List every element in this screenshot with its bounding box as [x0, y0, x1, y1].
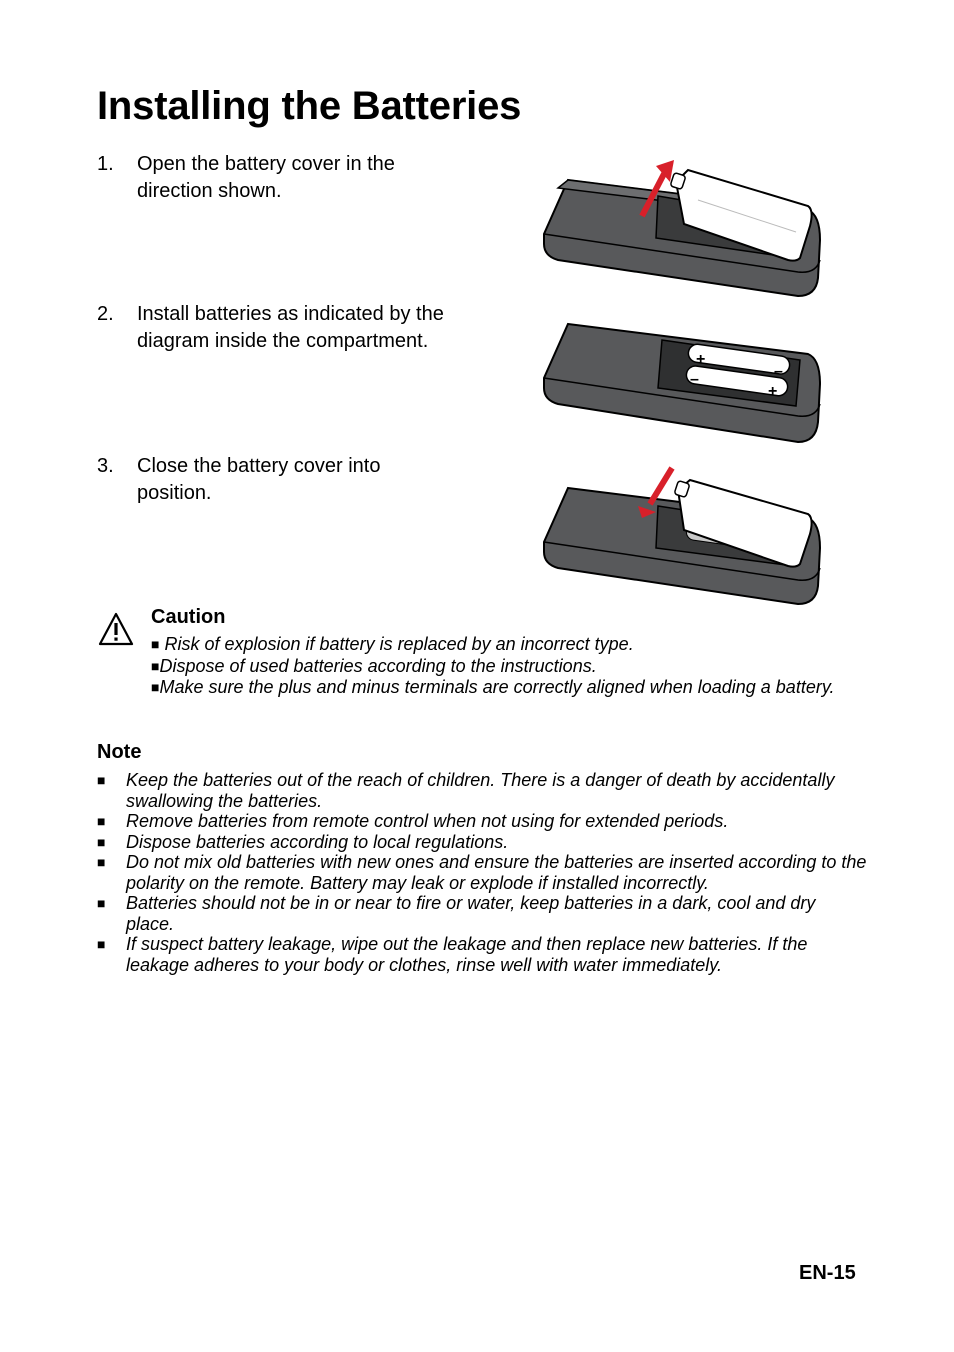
note-item: ■ Batteries should not be in or near to fire or water, keep batteries in a dark, cool and dry place. [97, 893, 816, 934]
step-text: Open the battery cover in the direction shown. [137, 153, 395, 202]
bullet-square-icon: ■ [97, 813, 106, 829]
note-item: ■ Dispose batteries according to local regulations. [97, 831, 509, 852]
caution-item: ■ Risk of explosion if battery is replaced by an incorrect type. [151, 634, 634, 654]
plus-sign: + [768, 383, 778, 400]
step-text: Close the battery cover into position. [137, 455, 381, 504]
note-item: ■ Do not mix old batteries with new ones and ensure the batteries are inserted according to the polarity on the remote. Battery may leak or explode if installed incorrectly. [97, 852, 867, 893]
bullet-square-icon: ■ [151, 636, 160, 652]
remote-close-cover-illustration [538, 462, 828, 607]
minus-sign: – [774, 363, 783, 380]
note-heading: Note [97, 741, 142, 763]
page-title: Installing the Batteries [97, 84, 522, 128]
bullet-square-icon: ■ [97, 772, 106, 788]
note-item: ■ Keep the batteries out of the reach of children. There is a danger of death by accidentally swallowing the batteries. [97, 770, 835, 811]
bullet-square-icon: ■ [97, 936, 106, 952]
step-number: 1. [97, 153, 114, 175]
caution-heading: Caution [151, 606, 226, 628]
bullet-square-icon: ■ [151, 679, 160, 695]
arrow-shaft [650, 468, 672, 504]
bullet-square-icon: ■ [97, 854, 106, 870]
note-item: ■ Remove batteries from remote control when not using for extended periods. [97, 811, 729, 831]
step-text: Install batteries as indicated by the diagram inside the compartment. [137, 303, 444, 352]
minus-sign: – [690, 371, 699, 388]
remote-open-cover-illustration [538, 160, 828, 305]
plus-sign: + [696, 351, 706, 368]
remote-batteries-illustration [538, 318, 828, 448]
step-number: 2. [97, 303, 114, 325]
caution-list [151, 634, 871, 699]
bullet-square-icon: ■ [97, 833, 106, 850]
note-item: ■ If suspect battery leakage, wipe out the leakage and then replace new batteries. If the leakage adheres to your body or clothes, rinse well with water immediately. [97, 934, 808, 975]
bullet-square-icon: ■ [151, 657, 160, 674]
caution-item: ■Dispose of used batteries according to the instructions. [151, 655, 597, 676]
step-number: 3. [97, 455, 114, 477]
bullet-square-icon: ■ [97, 895, 106, 911]
warning-triangle-icon [98, 612, 134, 646]
page-number: EN-15 [799, 1262, 856, 1284]
caution-item: ■Make sure the plus and minus terminals are correctly aligned when loading a battery. [151, 677, 835, 697]
note-list [97, 770, 867, 975]
